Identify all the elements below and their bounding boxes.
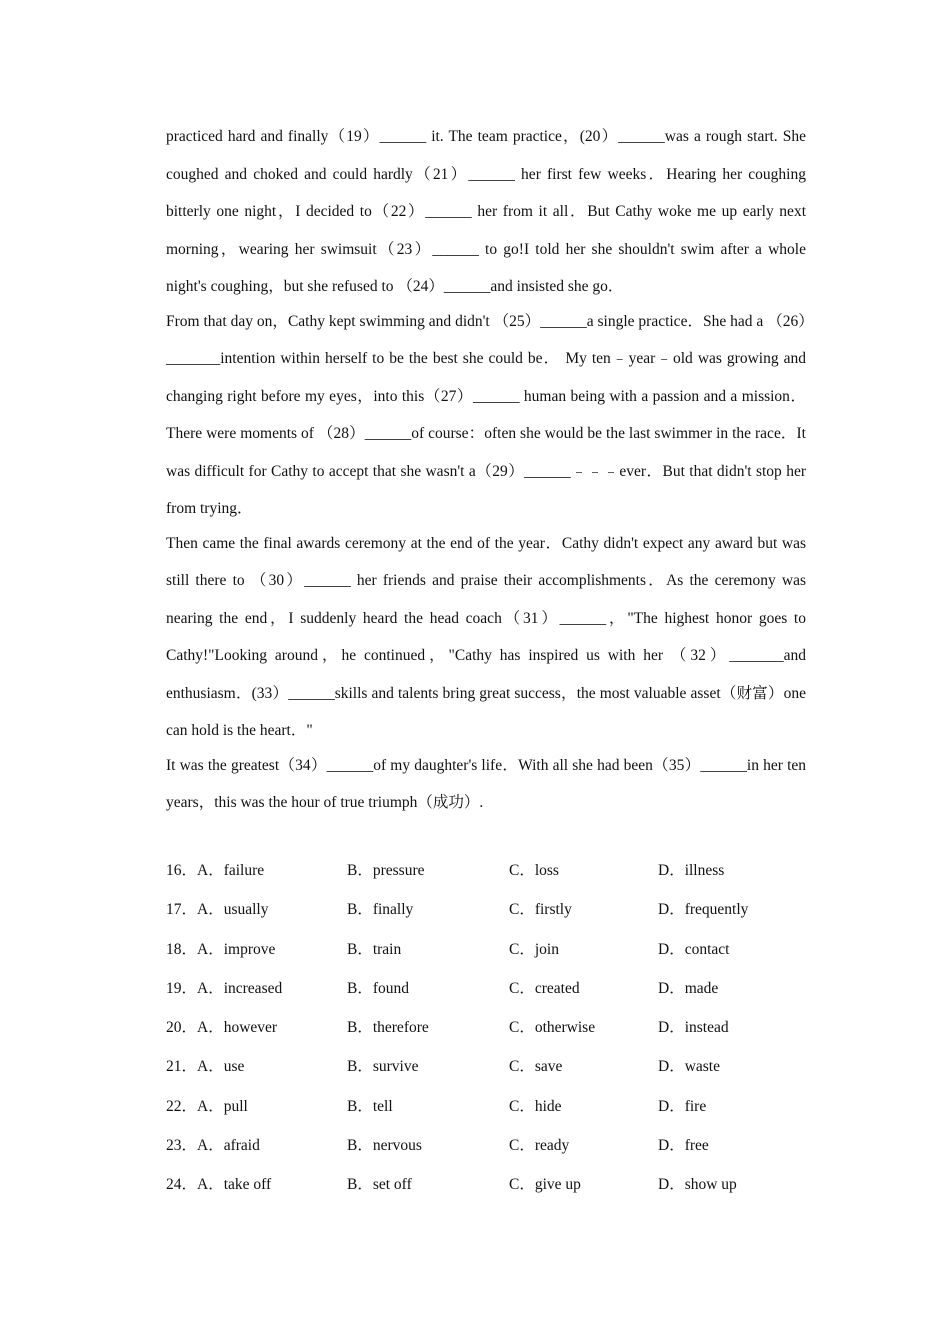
option-c: C．save [509,1058,563,1076]
option-c: C．loss [509,862,559,879]
question-number: 18． [166,940,198,958]
question-number: 19． [166,979,198,997]
option-b: B．therefore [347,1019,429,1037]
option-d: D．fire [658,1097,707,1115]
option-c: C．give up [509,1176,581,1194]
option-d: D．illness [658,862,725,879]
option-a-text: A．however [197,1019,278,1037]
question-number: 24． [166,1176,198,1194]
answer-options [166,851,806,1205]
question-number: 21． [166,1058,198,1076]
question-number: 16． [166,862,198,879]
option-c: C．otherwise [509,1019,596,1037]
option-a [166,930,275,969]
question-number: 23． [166,1137,198,1155]
option-b: B．found [347,979,410,997]
question-row [166,851,806,890]
option-a-text: A．increased [197,979,283,997]
option-a-text: A．failure [197,862,265,879]
option-b: B．survive [347,1058,419,1076]
option-a [166,851,264,890]
option-a [166,1008,277,1047]
option-a-text: A．use [197,1058,245,1076]
question-number: 22． [166,1097,198,1115]
option-b: B．pressure [347,862,425,879]
passage-paragraph-1: practiced hard and finally（19）______ it. The team practice，(20）______was a rough start. She coughed and choked and could hardly（21）______ her first few weeks．Hearing her coughing bitterly one night，I decided to（22）______ her from it all．But Cathy woke me up early next morning，wearing her swimsuit（23）______ to go!I told her she shouldn't swim after a whole night's coughing，but she refused to （24）______and insisted she go． [166,128,806,295]
option-b: B．tell [347,1097,393,1115]
passage-paragraph-4: It was the greatest（34）______of my daughter's life．With all she had been（35）______in her ten years，this was the hour of true triumph（成功）. [166,756,806,811]
question-row [166,1165,806,1204]
option-a-text: A．usually [197,901,269,919]
question-row [166,890,806,929]
reading-passage [166,118,806,822]
option-b: B．train [347,940,402,958]
question-row [166,1126,806,1165]
option-a-text: A．take off [197,1176,272,1194]
option-d: D．free [658,1137,709,1155]
option-c: C．join [509,940,559,958]
option-c: C．firstly [509,901,572,919]
option-d: D．contact [658,940,730,958]
option-a-text: A．improve [197,940,276,958]
option-b: B．finally [347,901,414,919]
option-b: B．nervous [347,1137,422,1155]
option-a-text: A．afraid [197,1137,260,1155]
option-c: C．created [509,979,580,997]
option-a [166,1087,248,1126]
option-a [166,1047,244,1086]
option-d: D．made [658,979,719,997]
option-c: C．hide [509,1097,562,1115]
option-b: B．set off [347,1176,412,1194]
question-row [166,930,806,969]
option-a [166,890,268,929]
option-d: D．waste [658,1058,720,1076]
option-d: D．show up [658,1176,737,1194]
passage-paragraph-2: From that day on，Cathy kept swimming and didn't （25）______a single practice．She had a （26）_______intention within herself to be the best she could be． My ten﹣year﹣old was growing and changing right before my eyes，into this（27）______ human being with a passion and a mission．There were moments of （28）______of course：often she would be the last swimmer in the race．It was difficult for Cathy to accept that she wasn't a（29）______﹣﹣﹣ever．But that didn't stop her from trying． [166,312,806,517]
question-number: 17． [166,901,198,919]
question-row [166,969,806,1008]
option-d: D．frequently [658,901,749,919]
option-d: D．instead [658,1019,729,1037]
option-a [166,1165,271,1204]
option-c: C．ready [509,1137,570,1155]
option-a-text: A．pull [197,1097,248,1115]
option-a [166,1126,260,1165]
passage-paragraph-3: Then came the final awards ceremony at the end of the year．Cathy didn't expect any award but was still there to （30）______ her friends and praise their accomplishments．As the ceremony was nearing the end，I suddenly heard the head coach（31）______，"The highest honor goes to Cathy!"Looking around，he continued，"Cathy has inspired us with her （32）_______and enthusiasm．(33）______skills and talents bring great success，the most valuable asset（财富）one can hold is the heart．" [166,534,806,739]
option-a [166,969,282,1008]
question-row [166,1087,806,1126]
question-number: 20． [166,1019,198,1037]
question-row [166,1047,806,1086]
question-row [166,1008,806,1047]
